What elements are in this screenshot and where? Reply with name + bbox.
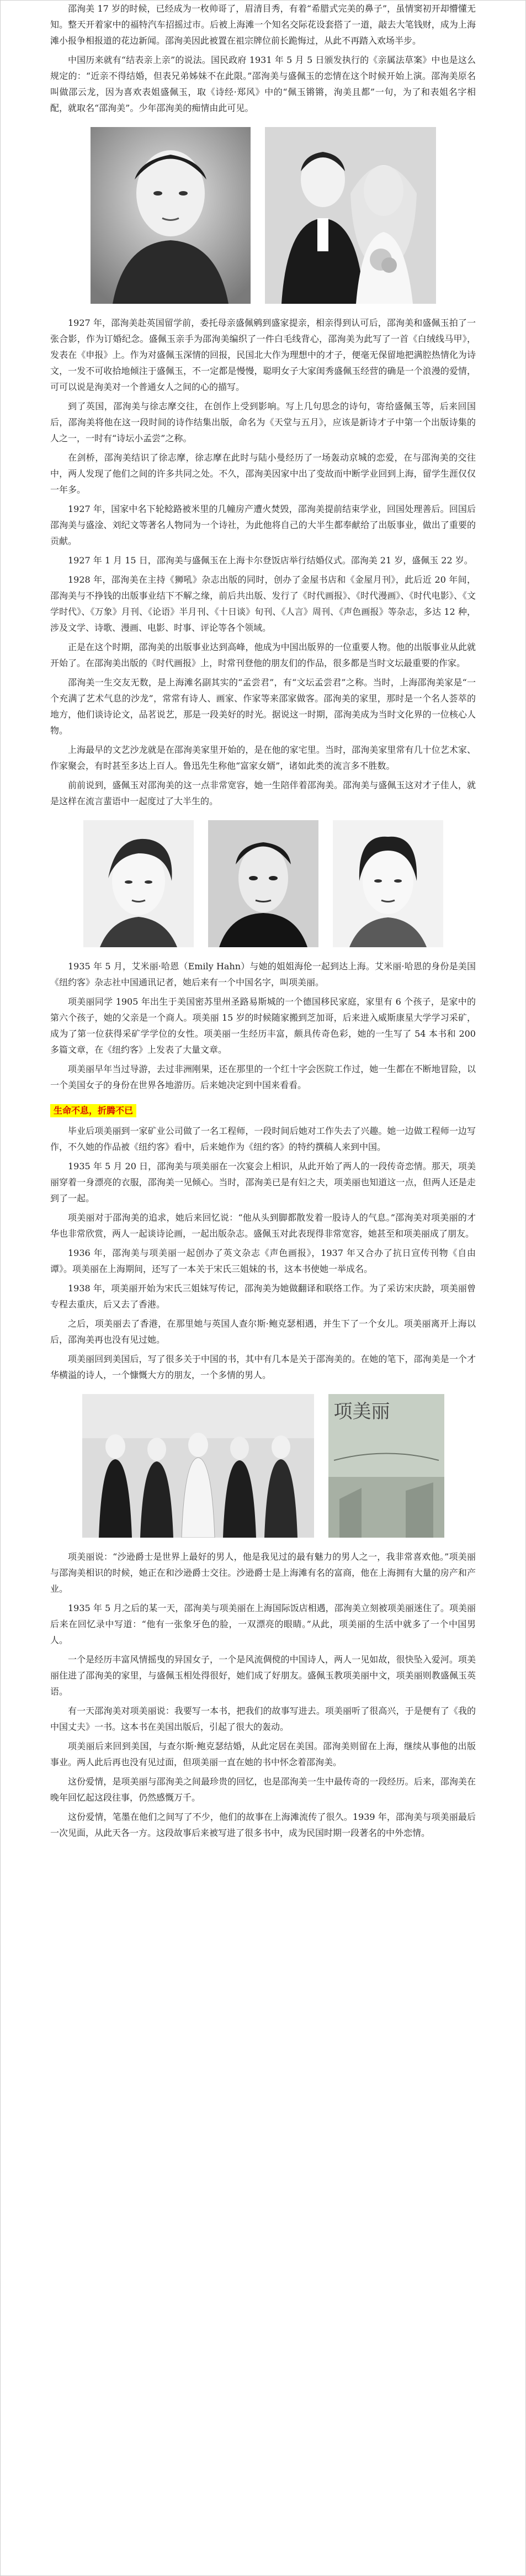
group-photo [82, 1394, 314, 1538]
paragraph-10: 邵洵美一生交友无数，是上海滩名副其实的“孟尝君”，有“文坛孟尝君”之称。当时，上海邵洵美家是“一个充满了艺术气息的沙龙”，常常有诗人、画家、作家等来邵家做客。邵洵美的家里，那时是一个名人荟萃的地方，他们谈诗论文，品茗说艺，那是一段美好的时光。据说这一时期，邵洵美成为当时文化界的一位核心人物。 [50, 677, 476, 736]
portrait-photo-woman-3 [333, 820, 443, 947]
paragraph-13: 1935 年 5 月，艾米丽·哈恩（Emily Hahn）与她的姐姐海伦一起到达上海。艾米丽·哈恩的身份是美国《纽约客》杂志社中国通讯记者，她后来有一个中国名字，叫项美丽。 [50, 961, 476, 988]
portrait-photo-icon [208, 820, 318, 947]
paragraph-4: 到了英国，邵洵美与徐志摩交往，在创作上受到影响。写上几句思念的诗句，寄给盛佩玉等，后来回国后，邵洵美将他在这一段时间的诗作结集出版，命名为《天堂与五月》，应该是新诗才子中第一个出版诗集的人之一，一时有“诗坛小孟尝”之称。 [50, 401, 476, 444]
wedding-photo-icon [265, 127, 436, 304]
paragraph-17: 1935 年 5 月 20 日，邵洵美与项美丽在一次宴会上相识，从此开始了两人的一段传奇恋情。那天，项美丽穿着一身漂亮的衣服，邵洵美一见倾心。当时，邵洵美已是有妇之夫，项美丽也知道这一点，但两人还是走到了一起。 [50, 1161, 476, 1203]
photo-row-1 [50, 127, 476, 304]
paragraph-25: 一个是经历丰富风情摇曳的异国女子，一个是风流倜傥的中国诗人，两人一见如故，很快坠入爱河。项美丽住进了邵洵美的家里，与盛佩玉相处得很好，她们成了好朋友。盛佩玉教项美丽中文，项美丽则教盛佩玉英语。 [50, 1654, 476, 1697]
paragraph-5: 在剑桥，邵洵美结识了徐志摩，徐志摩在此时与陆小曼经历了一场轰动京城的恋爱，在与邵洵美的交往中，两人发现了他们之间的许多共同之处。不久，邵洵美因家中出了变故而中断学业回到上海，留学生涯仅仅一年多。 [50, 452, 476, 495]
section-header [50, 1096, 476, 1123]
paragraph-6: 1927 年，国家中名下轮鲶路被米里的几幢房产遭火焚毁，邵洵美提前结束学业，回国处理善后。回国后邵洵美与盛淦、刘纪文等著名人物同为一个诗社，为此他将自己的大半生都奉献给了出版事业，做出了重要的贡献。 [50, 504, 476, 546]
paragraph-14: 项美丽同学 1905 年出生于美国密苏里州圣路易斯城的一个德国移民家庭，家里有 6 个孩子，是家中的第六个孩子，她的父亲是一个商人。项美丽 15 岁的时候随家搬到芝加哥，后来进入威斯康星大学学习采矿，成为了第一位获得采矿学学位的女性。项美丽一生经历丰富，颇具传奇色彩，她的一生写了 54 本书和 200 多篇文章，在《纽约客》上发表了大量文章。 [50, 996, 476, 1055]
paragraph-26: 有一天邵洵美对项美丽说：我要写一本书，把我们的故事写进去。项美丽听了很高兴，于是便有了《我的中国丈夫》一书。这本书在美国出版后，引起了很大的轰动。 [50, 1706, 476, 1732]
book-cover [328, 1394, 444, 1538]
paragraph-7: 1927 年 1 月 15 日，邵洵美与盛佩玉在上海卡尔登饭店举行结婚仪式。邵洵美 21 岁，盛佩玉 22 岁。 [68, 555, 473, 566]
book-title: 项美丽 [333, 1401, 390, 1423]
paragraph-8: 1928 年，邵洵美在主持《狮吼》杂志出版的同时，创办了金屋书店和《金屋月刊》，此后近 20 年间，邵洵美与不挣钱的出版事业结下不解之缘，前后共出版、发行了《时代画报》、《时代漫画》、《时代电影》、《文学时代》、《万象》月刊、《论语》半月刊、《十日谈》旬刊、《人言》周刊、《声色画报》等杂志，多达 12 种，涉及文学、诗歌、漫画、电影、时事、评论等各个领域。 [50, 574, 476, 633]
paragraph-29: 这份爱情，笔墨在他们之间写了不少，他们的故事在上海滩流传了很久。1939 年，邵洵美与项美丽最后一次见面，从此天各一方。这段故事后来被写进了很多书中，成为民国时期一段著名的中外恋情。 [50, 1812, 476, 1838]
portrait-photo-icon [91, 127, 251, 304]
portrait-photo-sheng-peiyu [91, 127, 251, 304]
paragraph-1: 邵洵美 17 岁的时候，已经成为一枚帅哥了，眉清目秀，有着“希腊式完美的鼻子”，虽情窦初开却懵懂无知。整天开着家中的福特汽车招摇过市。后被上海滩一个知名交际花设套搭了一道，敲去大笔钱财，成为上海滩小报争相报道的花边新闻。邵洵美因此被置在祖宗牌位前长跪悔过，从此不再踏入欢场半步。 [50, 3, 476, 46]
paragraph-24: 1935 年 5 月之后的某一天，邵洵美与项美丽在上海国际饭店相遇，邵洵美立刻被项美丽迷住了。项美丽后来在回忆录中写道：“他有一张象牙色的脸，一双漂亮的眼睛。”从此，项美丽的生活中就多了一个中国男人。 [50, 1603, 476, 1645]
paragraph-11: 上海最早的文艺沙龙就是在邵洵美家里开始的，是在他的家宅里。当时，邵洵美家里常有几十位艺术家、作家聚会，有时甚至多达上百人。鲁迅先生称他“富家女婿”，诸如此类的流言多不胜数。 [50, 745, 476, 771]
paragraph-23: 项美丽说：“沙逊爵士是世界上最好的男人，他是我见过的最有魅力的男人之一，我非常喜欢他。”项美丽与邵洵美相识的时候，她正在和沙逊爵士交往。沙逊爵士是上海滩有名的富商，他在上海拥有大量的房产和产业。 [50, 1551, 476, 1594]
paragraph-20: 1938 年，项美丽开始为宋氏三姐妹写传记，邵洵美为她做翻译和联络工作。为了采访宋庆龄，项美丽曾专程去重庆，后又去了香港。 [50, 1283, 476, 1310]
paragraph-27: 项美丽后来回到美国，与查尔斯·鲍克瑟结婚，从此定居在美国。邵洵美则留在上海，继续从事他的出版事业。两人此后再也没有见过面，但项美丽一直在她的书中怀念着邵洵美。 [50, 1741, 476, 1767]
wedding-photo [265, 127, 436, 304]
portrait-photo-shao-xunmei [208, 820, 318, 947]
section-header-text: 生命不息，折腾不已 [50, 1104, 136, 1117]
portrait-photo-icon [333, 820, 443, 947]
paragraph-28: 这份爱情，是项美丽与邵洵美之间最珍贵的回忆，也是邵洵美一生中最传奇的一段经历。后来，邵洵美在晚年回忆起这段往事，仍然感慨万千。 [50, 1776, 476, 1803]
paragraph-19: 1936 年，邵洵美与项美丽一起创办了英文杂志《声色画报》，1937 年又合办了抗日宣传刊物《自由谭》。项美丽在上海期间，还写了一本关于宋氏三姐妹的书，这本书使她一举成名。 [50, 1248, 476, 1274]
paragraph-3: 1927 年，邵洵美赴英国留学前，委托母亲盛佩鹓到盛家提亲，相亲得到认可后，邵洵美和盛佩玉拍了一张合影，作为订婚纪念。盛佩玉亲手为邵洵美编织了一件白毛线背心，邵洵美为此写了一首《白绒线马甲》，发表在《申报》上。作为对盛佩玉深情的回报，民国北大作为理想中的才子，便毫无保留地把满腔热情化为诗文，一发不可收拾地倾注于盛佩玉，不一定都是慢慢，聪明女子大家闺秀盛佩玉经营的确是一个浪漫的爱情，可可以说是洵美对一个普通女人之间的心的描写。 [50, 318, 476, 392]
photo-row-2 [50, 820, 476, 947]
paragraph-21: 之后，项美丽去了香港，在那里她与英国人查尔斯·鲍克瑟相遇，并生下了一个女儿。项美丽离开上海以后，邵洵美再也没有见过她。 [50, 1318, 476, 1345]
photo-row-3 [50, 1394, 476, 1538]
portrait-photo-emily-hahn [83, 820, 194, 947]
paragraph-12: 前前说到，盛佩玉对邵洵美的这一点非常宽容，她一生陪伴着邵洵美。邵洵美与盛佩玉这对才子佳人，就是这样在流言蜚语中一起度过了大半生的。 [50, 780, 476, 806]
paragraph-22: 项美丽回到美国后，写了很多关于中国的书，其中有几本是关于邵洵美的。在她的笔下，邵洵美是一个才华横溢的诗人，一个慷慨大方的朋友，一个多情的男人。 [50, 1354, 476, 1380]
group-photo-icon [82, 1394, 314, 1538]
paragraph-2: 中国历来就有“结表亲上亲”的说法。国民政府 1931 年 5 月 5 日颁发执行的《亲属法草案》中也是这么规定的：“近亲不得结婚，但表兄弟姊妹不在此限。”邵洵美与盛佩玉的恋情在这个时候开始上演。邵洵美原名叫做邵云龙，因为喜欢表姐盛佩玉，取《诗经·郑风》中的“佩玉锵锵，洵美且都”一句，为了和表姐名字相配，就取名“邵洵美”。少年邵洵美的痴情由此可见。 [50, 55, 476, 113]
portrait-photo-icon [83, 820, 194, 947]
paragraph-9: 正是在这个时期，邵洵美的出版事业达到高峰，他成为中国出版界的一位重要人物。他的出版事业从此就开始了。在邵洵美出版的《时代画报》上，时常刊登他的朋友们的作品，很多都是当时文坛最重要的作家。 [50, 642, 476, 668]
paragraph-16: 毕业后项美丽到一家矿业公司做了一名工程师，一段时间后她对工作失去了兴趣。她一边做工程师一边写作，不久她的作品被《纽约客》看中，后来她作为《纽约客》的特约撰稿人来到中国。 [50, 1126, 476, 1152]
paragraph-18: 项美丽对于邵洵美的追求，她后来回忆说：“他从头到脚都散发着一股诗人的气息。”邵洵美对项美丽的才华也非常欣赏，两人一起谈诗论画，一起出版杂志。盛佩玉对此表现得非常宽容，她甚至和项美丽成了朋友。 [50, 1212, 476, 1239]
paragraph-15: 项美丽早年当过导游，去过非洲刚果，还在那里的一个红十字会医院工作过，她一生都在不断地冒险，以一个美国女子的身份在世界各地游历。后来她决定到中国来看看。 [50, 1064, 476, 1090]
